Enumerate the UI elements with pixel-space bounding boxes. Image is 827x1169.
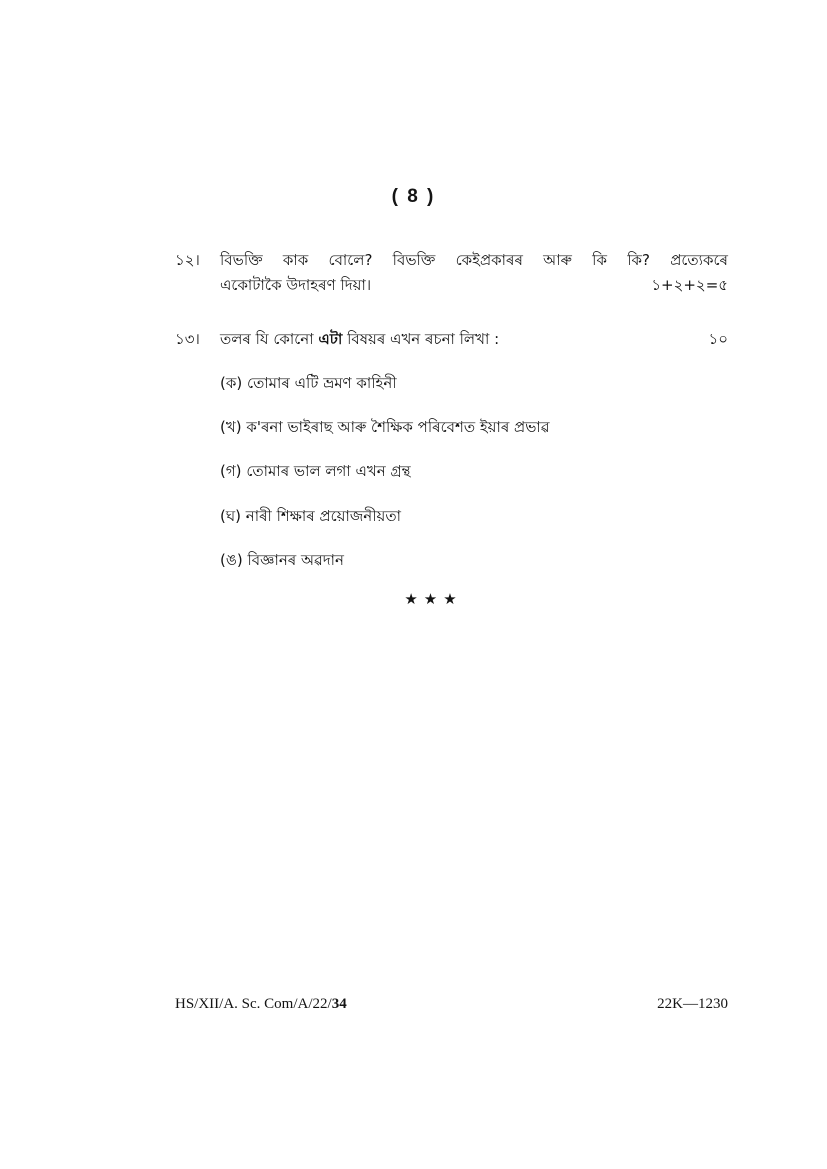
option-label: (ঙ): [220, 551, 243, 569]
end-stars: ★★★: [404, 590, 463, 608]
option-text: তোমাৰ এটি ভ্ৰমণ কাহিনী: [246, 374, 397, 392]
option-label: (গ): [220, 462, 242, 480]
paper-code: [175, 996, 347, 1013]
question-13-text-start: তলৰ যি কোনো: [220, 330, 319, 348]
page-number: ( 8 ): [391, 186, 436, 207]
question-13-marks: ১০: [708, 330, 728, 348]
question-13-text: [220, 328, 499, 353]
option-ka: [220, 372, 397, 397]
question-12-marks: ১+২+২=৫: [651, 276, 728, 294]
option-text: নাৰী শিক্ষাৰ প্ৰয়োজনীয়তা: [245, 507, 401, 525]
question-12-line-1: বিভক্তি কাক বোলে? বিভক্তি কেইপ্ৰকাৰৰ আৰু কি কি? প্ৰত্যেকৰে: [220, 251, 728, 269]
option-label: (খ): [220, 418, 242, 436]
question-12-number: ১২।: [175, 251, 200, 269]
option-nga: [220, 549, 344, 574]
option-label: (ঘ): [220, 507, 241, 525]
question-12-line-2: একোটাকৈ উদাহৰণ দিয়া।: [220, 276, 372, 294]
question-13-text-emphasis: এটা: [318, 330, 343, 348]
option-text: ক'ৰনা ভাইৰাছ আৰু শৈক্ষিক পৰিবেশত ইয়াৰ প্ৰভাৱ: [246, 418, 550, 436]
option-kha: [220, 416, 550, 441]
option-gha: [220, 505, 401, 530]
question-13-number: ১৩।: [175, 330, 200, 348]
option-text: বিজ্ঞানৰ অৱদান: [247, 551, 344, 569]
question-13-text-end: বিষয়ৰ এখন ৰচনা লিখা :: [342, 330, 500, 348]
serial-number: 22K—1230: [657, 996, 728, 1012]
option-text: তোমাৰ ভাল লগা এখন গ্ৰন্থ: [246, 462, 411, 480]
paper-code-number: 34: [331, 996, 347, 1012]
option-label: (ক): [220, 374, 243, 392]
option-ga: [220, 460, 411, 485]
paper-code-prefix: HS/XII/A. Sc. Com/A/22/: [175, 996, 332, 1012]
